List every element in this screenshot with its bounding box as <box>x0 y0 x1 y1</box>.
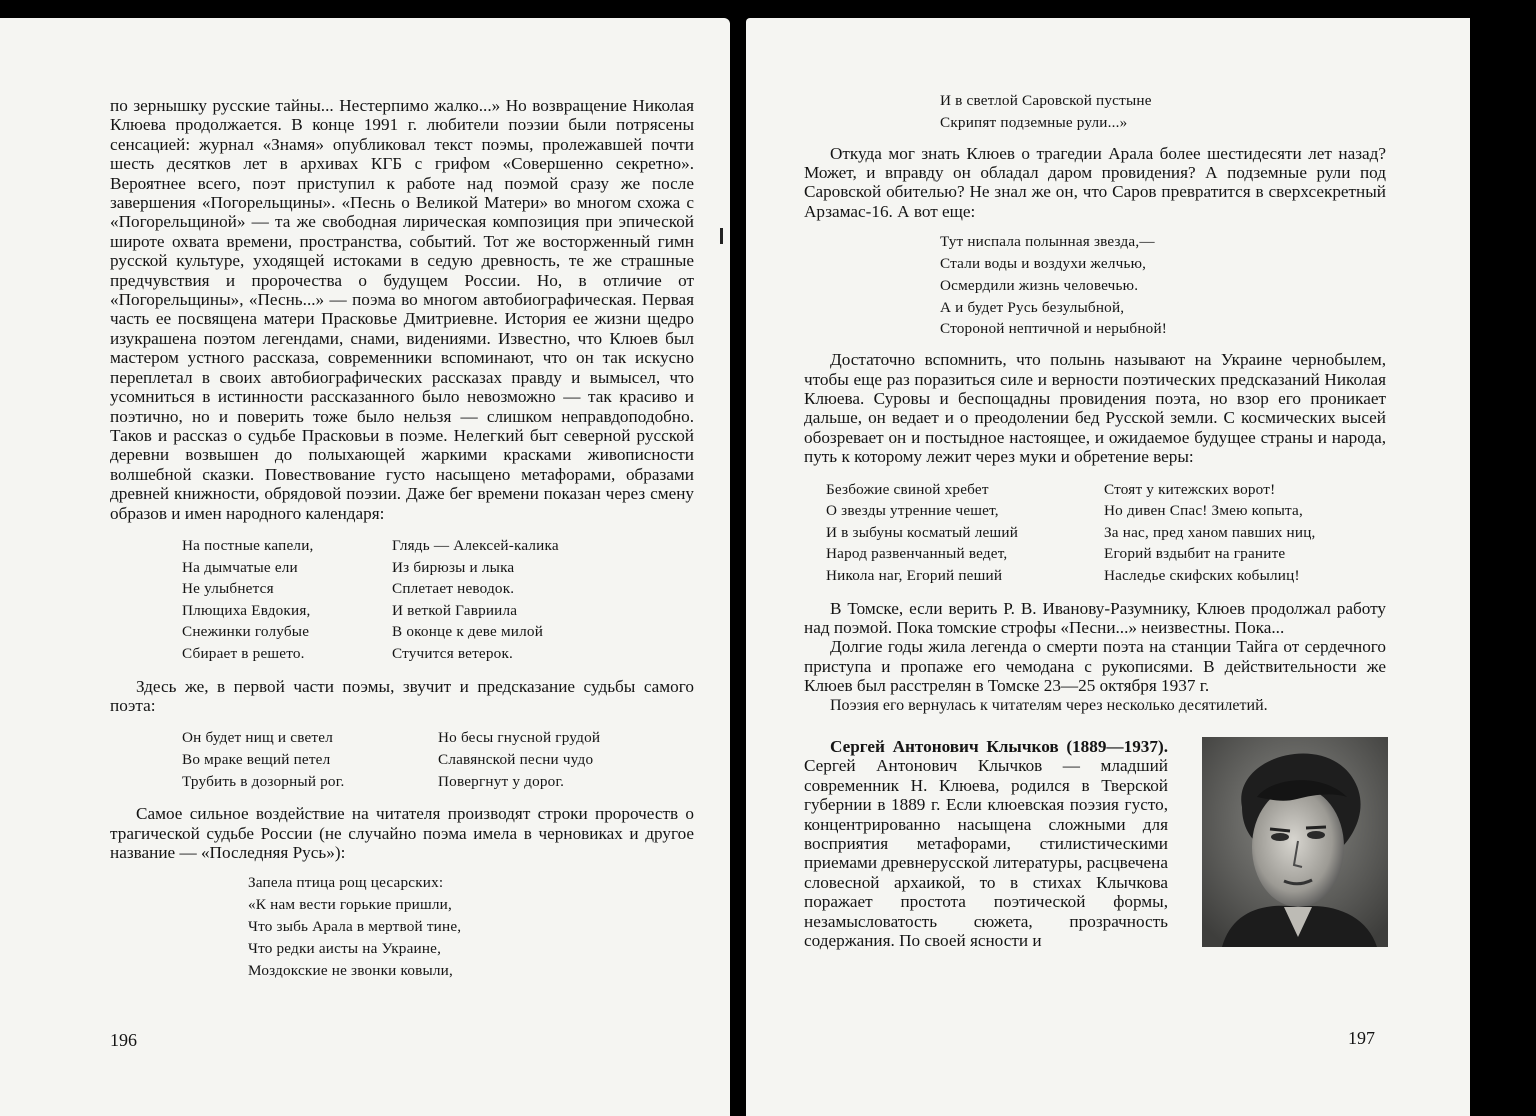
verse-line: Егорий вздыбит на граните <box>1104 545 1286 563</box>
verse-line: И в светлой Саровской пустыне <box>940 92 1152 109</box>
verse-line: Не улыбнется <box>182 580 274 598</box>
paragraph: В Томске, если верить Р. В. Иванову-Разумнику, Клюев продолжал работу над поэмой. Пока томские строфы «Песни...» неизвестны. Пока... <box>804 598 1386 638</box>
verse-line: И в зыбуны косматый леший <box>826 523 1019 541</box>
verse-line: Народ развенчанный ведет, <box>826 545 1008 563</box>
verse-sarov <box>940 90 1386 134</box>
verse-line: Никола наг, Егорий пеший <box>826 567 1003 585</box>
verse-line: Во мраке вещий петел <box>182 750 331 768</box>
left-column <box>110 96 694 991</box>
gutter-mark <box>720 228 723 244</box>
verse-line: Стоят у китежских ворот! <box>1104 480 1276 498</box>
author-heading: Сергей Антонович Клычков (1889—1937). <box>830 737 1168 757</box>
verse-prophecy <box>182 727 694 792</box>
verse-line: На дымчатые ели <box>182 558 298 576</box>
verse-line: О звезды утренние чешет, <box>826 502 999 520</box>
verse-line: На постные капели, <box>182 536 314 554</box>
paragraph: Поэзия его вернулась к читателям через несколько десятилетий. <box>830 696 1268 714</box>
verse-column <box>1104 479 1316 587</box>
paragraph: Долгие годы жила легенда о смерти поэта на станции Тайга от сердечного приступа и пропаже его чемодана с рукописями. В действительности же Клюев был расстрелян в Томске 23—25 октября 1937 г. <box>804 637 1386 696</box>
verse-line: Из бирюзы и лыка <box>392 558 515 576</box>
verse-column <box>182 535 392 665</box>
portrait-photo <box>1202 737 1388 947</box>
verse-column <box>182 727 438 792</box>
verse-line: Трубить в дозорный рог. <box>182 772 345 790</box>
verse-line: Стали воды и воздухи желчью, <box>940 255 1147 273</box>
verse-line: Но дивен Спас! Змею копыта, <box>1104 502 1303 520</box>
author-paragraph <box>804 737 1168 950</box>
portrait-illustration <box>1202 737 1388 947</box>
page-number: 196 <box>110 1030 137 1050</box>
verse-calendar <box>182 535 694 665</box>
verse-column <box>392 535 559 665</box>
verse-column <box>826 479 1104 587</box>
verse-line: Снежинки голубые <box>182 623 310 641</box>
verse-star <box>940 231 1386 340</box>
verse-line: Тут ниспала полынная звезда,— <box>940 233 1155 251</box>
page-number: 197 <box>1348 1028 1375 1048</box>
author-section <box>804 737 1386 969</box>
verse-line: За нас, пред ханом павших ниц, <box>1104 523 1316 541</box>
verse-line: Плющиха Евдокия, <box>182 601 311 619</box>
paragraph: по зернышку русские тайны... Нестерпимо жалко...» Но возвращение Николая Клюева продолжается. В конце 1991 г. любители поэзии были потрясены сенсацией: журнал «Знамя» опубликовал текст поэмы, пролежавшей почти шесть десятков лет в архивах КГБ с грифом «Совершенно секретно». Вероятнее всего, поэт приступил к работе над поэмой сразу же после завершения «Погорельщины». «Песнь о Великой Матери» во многом схожа с «Погорельщиной» — та же свободная лирическая композиция при эпической широте охвата времени, пространства, событий. Тот же восторженный гимн русской культуре, уходящей истоками в седую древность, те же страшные предчувствия и пророчества о будущем России. Но, в отличие от «Погорельщины», «Песнь...» — поэма во многом автобиографическая. Первая часть ее посвящена матери Прасковье Дмитриевне. История ее жизни щедро изукрашена поэтом легендами, снами, видениями. Известно, что Клюев был мастером устного рассказа, современники вспоминают, что он так искусно переплетал в своих автобиографических рассказах правду и вымысел, что усомниться в истинности рассказанного было невозможно — так красиво и поэтично, но и поверить тоже было нельзя — слишком неправдоподобно. Таков и рассказ о судьбе Прасковьи в поэме. Нелегкий быт северной русской деревни возвышен до полыхающей жаркими красками живописности волшебной сказки. Повествование густо насыщено метафорами, образами древней книжности, обрядовой поэзии. Даже бег времени показан через смену образов и имен народного календаря: <box>110 96 694 523</box>
verse-kitezh <box>826 479 1386 587</box>
verse-line: Глядь — Алексей-калика <box>392 536 559 554</box>
verse-line: Запела птица рощ цесарских: <box>248 874 444 892</box>
paragraph: Здесь же, в первой части поэмы, звучит и предсказание судьбы самого поэта: <box>110 676 694 715</box>
verse-line: Славянской песни чудо <box>438 750 594 768</box>
left-page <box>0 18 730 1116</box>
verse-line: Повергнут у дорог. <box>438 772 565 790</box>
verse-column <box>438 727 600 792</box>
verse-line: Сплетает неводок. <box>392 580 515 598</box>
verse-line: Стучится ветерок. <box>392 644 514 662</box>
verse-line: Безбожие свиной хребет <box>826 480 989 498</box>
verse-line: В оконце к деве милой <box>392 623 544 641</box>
verse-line: Он будет нищ и светел <box>182 729 333 747</box>
author-body: Сергей Антонович Клычков — младший современник Н. Клюева, родился в Тверской губернии в 1889 г. Если клюевская поэзия густо, концентрированно насыщена сложными для восприятия метафорами, стилистическими приемами древнерусской литературы, расцвечена словесной архаикой, то в стихах Клычкова поражает простота поэтической формы, незамысловатость сюжета, прозрачность содержания. По своей ясности и <box>804 756 1168 951</box>
verse-line: Но бесы гнусной грудой <box>438 729 601 747</box>
paragraph: Достаточно вспомнить, что полынь называют на Украине чернобылем, чтобы еще раз поразиться силе и верности поэтических предсказаний Николая Клюева. Суровы и беспощадны провидения поэта, но взор его проникает дальше, он ведает и о преодолении бед Русской земли. С космических высей обозревает он и постыдное настоящее, и ожидаемое будущее страны и народа, путь к которому лежит через муки и обретение веры: <box>804 350 1386 467</box>
verse-line: Осмердили жизнь человечью. <box>940 276 1139 294</box>
verse-line: Стороной нептичной и нерыбной! <box>940 320 1168 338</box>
paragraph: Самое сильное воздействие на читателя производят строки пророчеств о трагической судьбе России (не случайно поэма имела в черновиках и другое название — «Последняя Русь»): <box>110 804 694 862</box>
verse-line: Что редки аисты на Украине, <box>248 939 442 957</box>
verse-line: Скрипят подземные рули...» <box>940 113 1128 131</box>
paragraph: Откуда мог знать Клюев о трагедии Арала более шестидесяти лет назад? Может, и вправду он обладал даром провидения? А подземные рули под Саровской обителью? Не знал же он, что Саров превратится в сверхсекретный Арзамас-16. А вот еще: <box>804 143 1386 221</box>
verse-line: Моздокские не звонки ковыли, <box>248 961 453 979</box>
right-page <box>746 18 1470 1116</box>
verse-line: «К нам вести горькие пришли, <box>248 896 452 914</box>
right-column <box>804 90 1386 969</box>
verse-bird <box>248 872 694 981</box>
verse-line: Что зыбь Арала в мертвой тине, <box>248 917 462 935</box>
verse-line: И веткой Гавриила <box>392 601 518 619</box>
verse-line: Сбирает в решето. <box>182 644 305 662</box>
verse-line: Наследье скифских кобылиц! <box>1104 567 1300 585</box>
verse-line: А и будет Русь безулыбной, <box>940 298 1125 316</box>
